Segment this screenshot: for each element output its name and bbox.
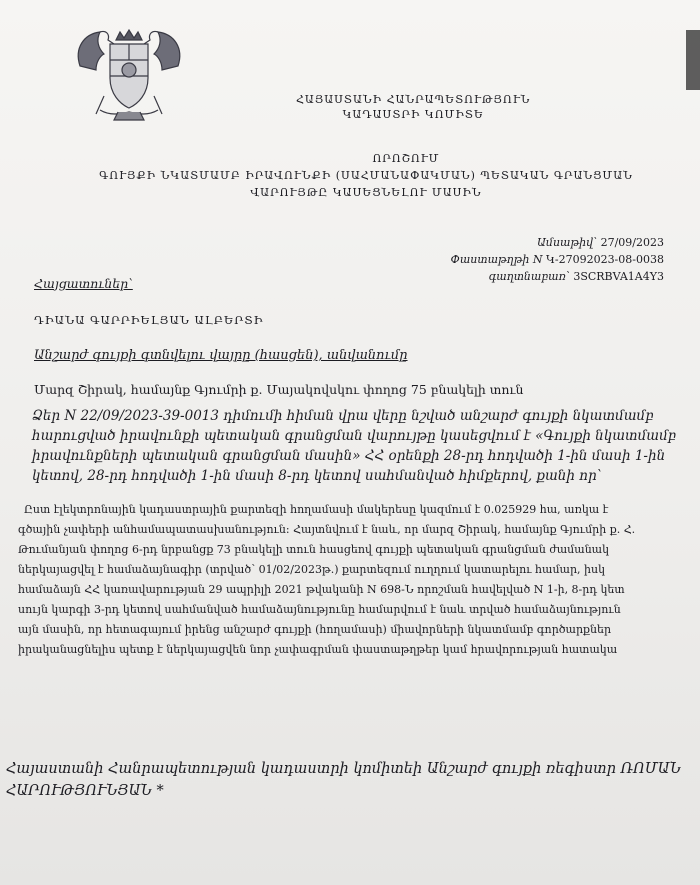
doc-number-row [451,251,664,268]
document-meta [451,234,664,285]
paragraph1-line: իրավունքների պետական գրանցման մասին» ՀՀ օրենքի 28-րդ հոդվածի 1-ին մասի 1-ին [32,448,666,464]
signature-line2: ՀԱՐՈՒԹՅՈՒՆՅԱՆ * [6,783,164,799]
code-value: 3SCRBVA1A4Y3 [573,270,664,283]
decision-title: ՈՐՈՇՈՒՄ [372,152,440,165]
paragraph1-line: կետով, 28-րդ հոդվածի 1-ին մասի 8-րդ կետով սահմանված հիմքերով, քանի որ՝ [32,468,602,484]
signature-line1: Հայաստանի Հանրապետության կադաստրի կոմիտեի Անշարժ գույքի ռեգիստր ՌՈՄԱՆ [6,761,681,777]
photo-edge-shadow [686,30,700,90]
signature-block [6,758,681,802]
doc-number-label: Փաստաթղթի N [450,253,543,266]
paragraph1-line: Ձեր N 22/09/2023-39-0013 դիմումի հիման վրա վերը նշված անշարժ գույքի նկատմամբ [32,408,654,424]
property-address: Մարզ Շիրակ, համայնք Գյումրի ք. Մայակովսկու փողոց 75 բնակելի տուն [34,382,524,397]
decision-subtitle-line2: ՎԱՐՈՒՅԹԸ ԿԱՍԵՑՆԵԼՈՒ ՄԱՍԻՆ [250,186,482,199]
paragraph2-line: Թումանյան փողոց 6-րդ նրբանցք 73 բնակելի տուն հասցեով գույքի պետական գրանցման ժամանակ [18,543,610,556]
paragraph2-line: գծային չափերի անհամապատասխանություն: Հայտնվում է նաև, որ մարզ Շիրակ, համայնք Գյումրի ք. Հ. [18,523,636,536]
property-location-label: Անշարժ գույքի գտնվելու վայրը (հասցեն), անվանումը [34,348,408,363]
paragraph2-line: սույն կարգի 3-րդ կետով սահմանված համաձայնությունը համարվում է նաև տրված համաձայնություն [18,603,621,616]
paragraph2-line: Ըստ էլեկտրոնային կադաստրային քարտեզի հողամասի մակերեսը կազմում է 0.025929 հա, առկա է [24,503,609,516]
doc-number-value: Կ-27092023-08-0038 [546,253,664,266]
date-label: Ամսաթիվ՝ [536,236,598,249]
date-value: 27/09/2023 [600,236,664,249]
paragraph2-line: այն մասին, որ հետագայում իրենց անշարժ գույքի (հողամասի) միավորների նկատմամբ գործարքներ [18,623,612,636]
agency-name [296,92,530,122]
agency-line2: ԿԱԴԱՍՏՐԻ ԿՈՄԻՏԵ [342,108,484,121]
applicant-name: ԴԻԱՆԱ ԳԱՐՐԻԵԼՅԱՆ ԱԼԲԵՐՏԻ [34,313,264,327]
code-row [451,268,664,285]
paragraph1-line: հարուցված իրավունքի պետական գրանցման վարույթը կասեցվում է «Գույքի նկատմամբ [32,428,677,444]
date-row [451,234,664,251]
paragraph2-line: համաձայն ՀՀ կառավարության 29 ապրիլի 2021 թվականի N 698-Ն որոշման հավելված N 1-ի, 8-րդ կետ [18,583,625,596]
armenian-coat-of-arms-icon [70,26,188,122]
reason-paragraph [32,406,700,486]
code-label: գաղտնաբառ՝ [488,270,570,283]
decision-heading [86,150,646,201]
paragraph2-line: իրականացնելիս պետք է ներկայացվեն նոր չափագրման փաստաթղթեր կամ հրավորության հատակա [18,643,618,656]
details-paragraph [18,500,700,660]
paragraph2-line: ներկայացվել է համաձայնագիր (տրված՝ 01/02/2023թ.) քարտեզում ուղղում կատարելու համար, իսկ [18,563,606,576]
decision-subtitle-line1: ԳՈՒՅՔԻ ՆԿԱՏՄԱՄԲ ԻՐԱՎՈՒՆՔԻ (ՍԱՀՄԱՆԱՓԱԿՄԱՆ) ՊԵՏԱԿԱՆ ԳՐԱՆՑՄԱՆ [99,169,633,182]
agency-line1: ՀԱՅԱՍՏԱՆԻ ՀԱՆՐԱՊԵՏՈՒԹՅՈՒՆ [296,93,531,106]
applicant-label: Հայցատուներ՝ [34,276,133,291]
